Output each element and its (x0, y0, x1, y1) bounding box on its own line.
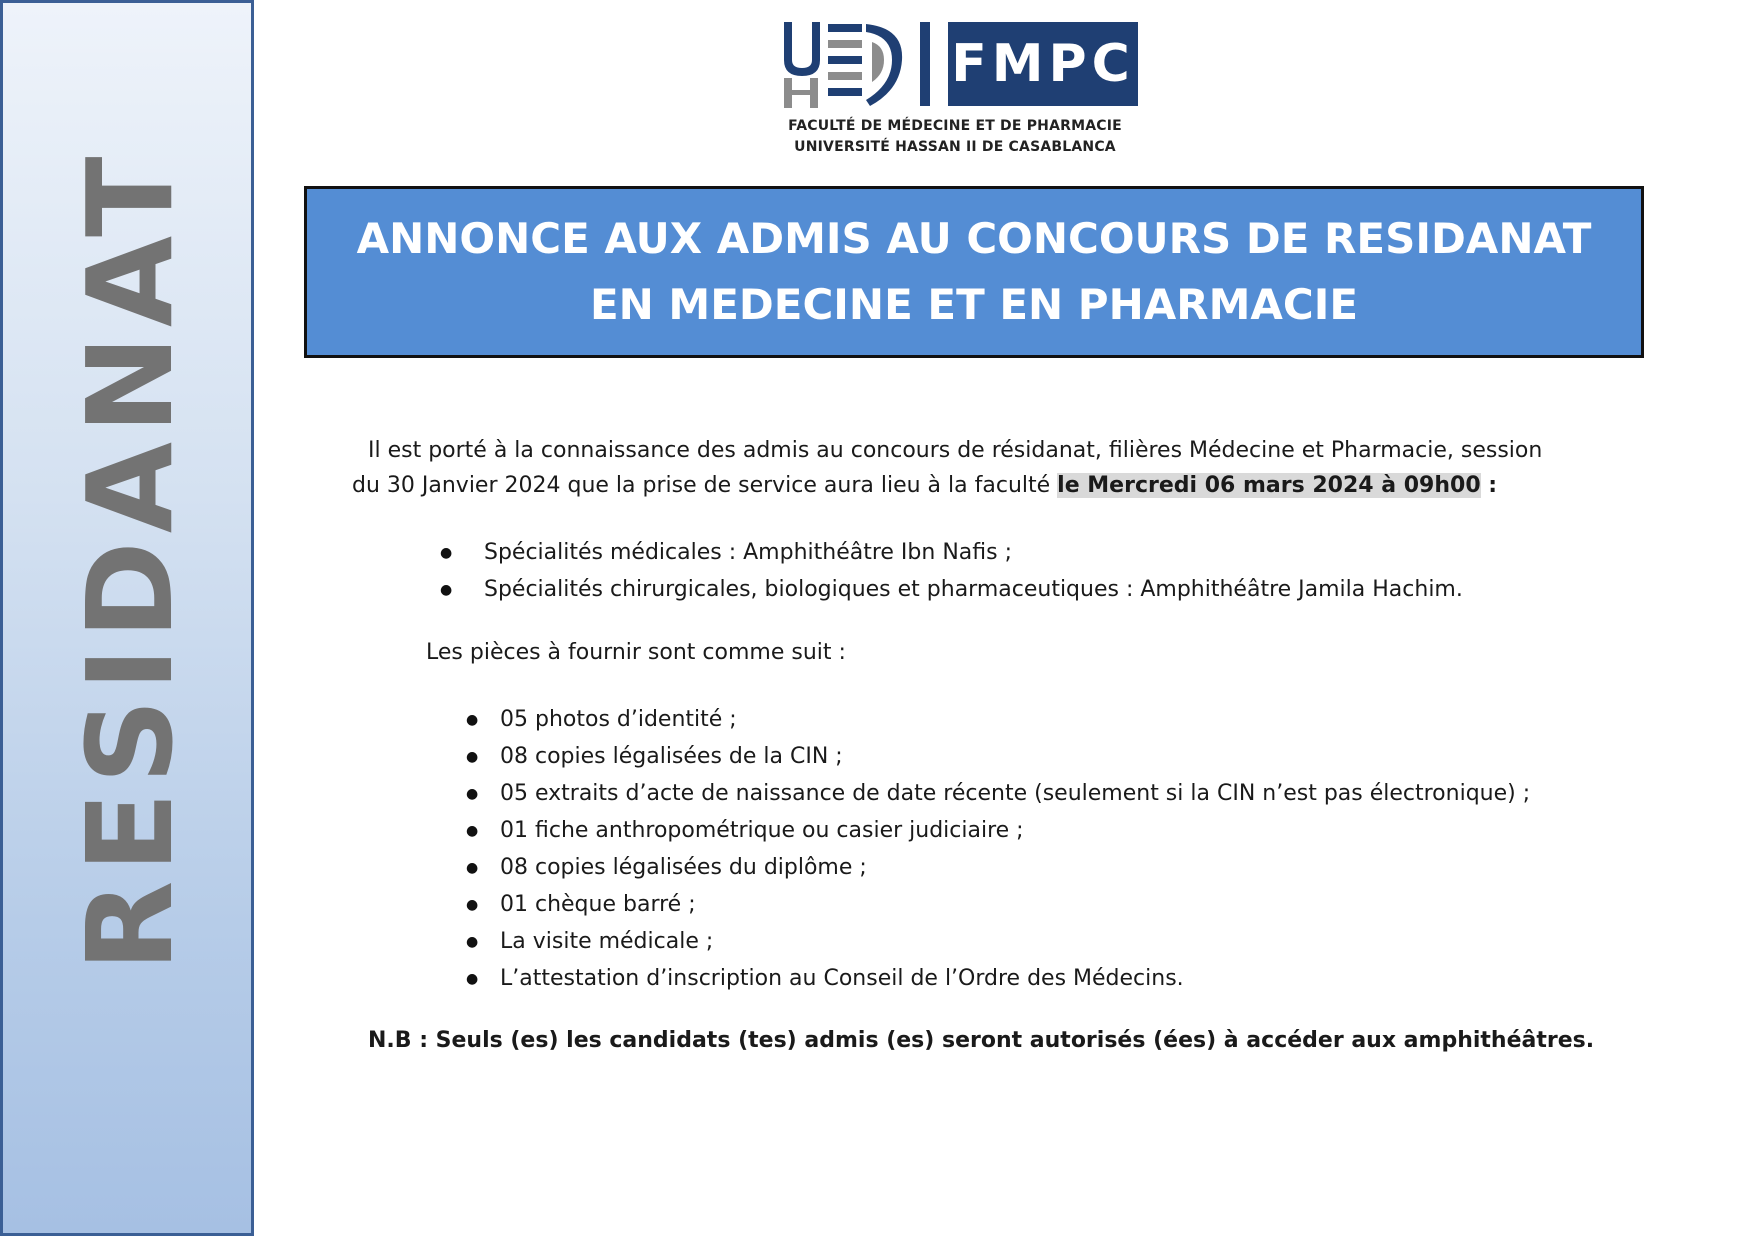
intro-line-2-text: du 30 Janvier 2024 que la prise de service aura lieu à la faculté (352, 473, 1058, 498)
rooms-list (484, 538, 1463, 612)
list-item-document: ● 05 extraits d’acte de naissance de date récente (seulement si la CIN n’est pas électronique) ; (500, 779, 1530, 816)
list-item-room-medical: ● Spécialités médicales : Amphithéâtre Ibn Nafis ; (484, 538, 1463, 575)
list-item-document: ● 05 photos d’identité ; (500, 705, 1530, 742)
list-item-document: ● 08 copies légalisées du diplôme ; (500, 853, 1530, 890)
faculty-logo (780, 20, 1150, 160)
university-name: UNIVERSITÉ HASSAN II DE CASABLANCA (794, 139, 1116, 155)
highlighted-date: le Mercredi 06 mars 2024 à 09h00 (1057, 473, 1481, 498)
list-item-room-surgical: ● Spécialités chirurgicales, biologiques et pharmaceutiques : Amphithéâtre Jamila Hachim. (484, 575, 1463, 612)
title-line-2: EN MEDECINE ET EN PHARMACIE (589, 280, 1359, 329)
logo-divider (920, 22, 930, 106)
documents-intro: Les pièces à fournir sont comme suit : (426, 640, 846, 665)
list-item-document: ● 08 copies légalisées de la CIN ; (500, 742, 1530, 779)
uh2c-logo-icon (780, 20, 908, 110)
intro-line-2 (352, 473, 1497, 498)
note-nb: N.B : Seuls (es) les candidats (tes) admis (es) seront autorisés (ées) à accéder aux amphithéâtres. (368, 1028, 1595, 1053)
list-item-document: ● L’attestation d’inscription au Conseil de l’Ordre des Médecins. (500, 964, 1530, 1001)
intro-line-2-colon: : (1480, 473, 1498, 498)
title-line-1: ANNONCE AUX ADMIS AU CONCOURS DE RESIDANAT (356, 214, 1592, 263)
list-item-document: ● 01 chèque barré ; (500, 890, 1530, 927)
side-banner (0, 0, 254, 1236)
announcement-title-box (304, 186, 1644, 358)
list-item-document: ● La visite médicale ; (500, 927, 1530, 964)
side-banner-text: RESIDANAT (61, 148, 199, 972)
intro-line-1: Il est porté à la connaissance des admis au concours de résidanat, filières Médecine et Pharmacie, session (368, 438, 1543, 463)
documents-list (500, 705, 1530, 1001)
list-item-document: ● 01 fiche anthropométrique ou casier judiciaire ; (500, 816, 1530, 853)
logo-fmpc-text: FMPC (948, 22, 1138, 106)
faculty-name: FACULTÉ DE MÉDECINE ET DE PHARMACIE (788, 118, 1122, 134)
